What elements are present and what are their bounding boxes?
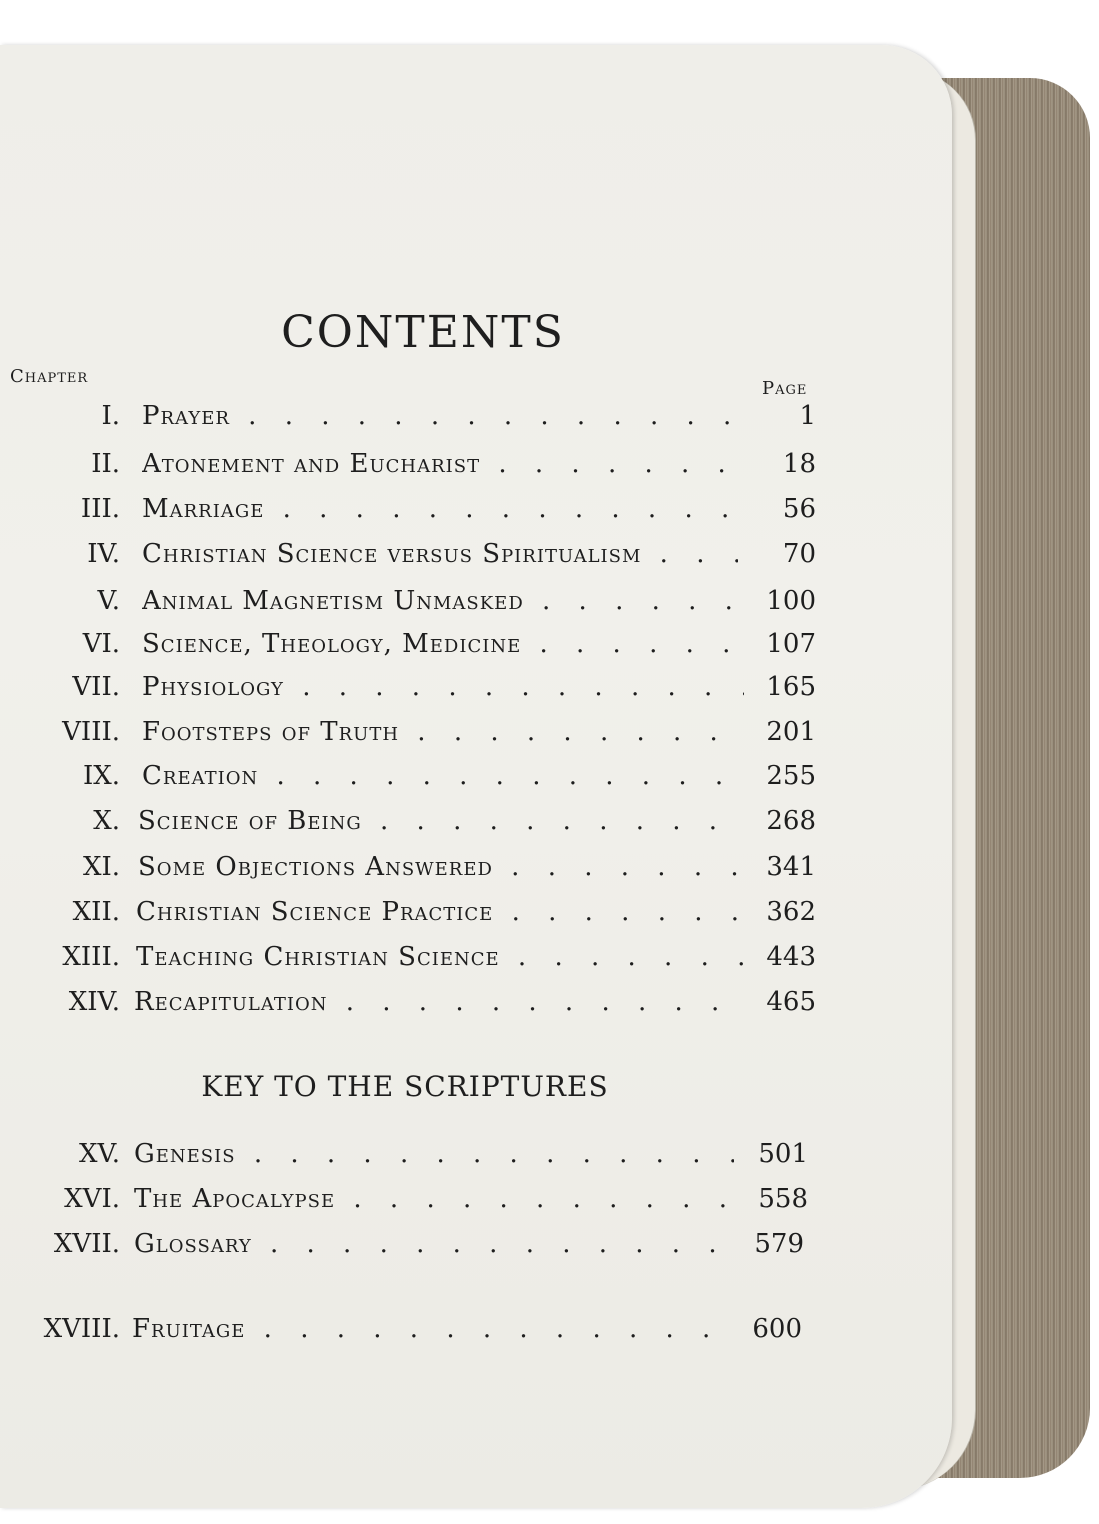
chapter-page: 579 <box>754 1229 804 1259</box>
chapter-page: 600 <box>752 1314 802 1344</box>
toc-entry <box>0 757 830 795</box>
toc-entry <box>0 848 830 886</box>
chapter-title: Christian Science versus Spiritualism . . . <box>142 535 738 573</box>
chapter-title: Genesis . . . <box>134 1135 734 1173</box>
toc-entry <box>0 668 830 706</box>
chapter-page: 100 <box>766 586 816 616</box>
chapter-page: 70 <box>782 539 816 569</box>
chapter-number: IV. <box>87 539 120 569</box>
toc-entry <box>0 802 830 840</box>
toc-entry <box>0 490 830 528</box>
toc-entry <box>0 713 830 751</box>
toc-entry <box>0 1310 830 1348</box>
chapter-page: 341 <box>766 852 816 882</box>
toc-entry <box>0 983 830 1021</box>
chapter-page: 255 <box>766 761 816 791</box>
toc-entry <box>0 397 830 435</box>
chapter-title: Footsteps of Truth . . . <box>142 713 744 751</box>
chapter-number: VII. <box>72 672 120 702</box>
toc-entry <box>0 1180 830 1218</box>
toc-entry <box>0 938 830 976</box>
toc-entry <box>0 1225 830 1263</box>
chapter-title: Marriage . . . <box>142 490 744 528</box>
chapter-page: 501 <box>758 1139 808 1169</box>
contents-heading: CONTENTS <box>281 307 565 358</box>
chapter-page: 1 <box>799 401 816 431</box>
chapter-number: VIII. <box>62 717 120 747</box>
chapter-number: IX. <box>82 761 120 791</box>
chapter-page: 268 <box>766 806 816 836</box>
chapter-title: Animal Magnetism Unmasked . . . <box>142 582 744 620</box>
chapter-number: X. <box>93 806 120 836</box>
key-to-scriptures-heading: KEY TO THE SCRIPTURES <box>201 1070 609 1103</box>
chapter-title: Teaching Christian Science . . . <box>136 938 744 976</box>
chapter-title: Christian Science Practice . . . <box>136 893 744 931</box>
toc-entry <box>0 893 830 931</box>
toc-entry <box>0 535 830 573</box>
chapter-number: I. <box>101 401 120 431</box>
chapter-number: XIV. <box>68 987 120 1017</box>
toc-entry <box>0 582 830 620</box>
chapter-title: Prayer . . . <box>142 397 744 435</box>
toc-entry <box>0 1135 830 1173</box>
chapter-title: Creation . . . <box>142 757 744 795</box>
chapter-number: III. <box>80 494 120 524</box>
toc-entry <box>0 445 830 483</box>
toc-entry <box>0 625 830 663</box>
chapter-page: 165 <box>766 672 816 702</box>
page-column-label: Page <box>762 378 808 399</box>
chapter-title: Science of Being . . . <box>138 802 744 840</box>
chapter-column-label: Chapter <box>10 366 89 387</box>
chapter-number: XI. <box>82 852 120 882</box>
chapter-page: 107 <box>766 629 816 659</box>
chapter-number: XV. <box>78 1139 120 1169</box>
chapter-title: Science, Theology, Medicine . . . <box>142 625 744 663</box>
chapter-page: 465 <box>766 987 816 1017</box>
chapter-number: VI. <box>82 629 120 659</box>
chapter-title: Glossary . . . <box>134 1225 734 1263</box>
chapter-title: The Apocalypse . . . <box>134 1180 734 1218</box>
chapter-number: XIII. <box>62 942 120 972</box>
chapter-page: 56 <box>782 494 816 524</box>
chapter-number: XVII. <box>53 1229 120 1259</box>
chapter-title: Physiology . . . <box>142 668 744 706</box>
chapter-number: XVIII. <box>43 1314 120 1344</box>
chapter-title: Atonement and Eucharist . . . <box>142 445 744 483</box>
chapter-title: Recapitulation . . . <box>134 983 744 1021</box>
chapter-page: 18 <box>782 449 816 479</box>
chapter-page: 201 <box>766 717 816 747</box>
chapter-number: V. <box>97 586 120 616</box>
chapter-page: 443 <box>766 942 816 972</box>
chapter-page: 558 <box>758 1184 808 1214</box>
chapter-number: XVI. <box>64 1184 120 1214</box>
chapter-page: 362 <box>766 897 816 927</box>
chapter-number: II. <box>91 449 120 479</box>
chapter-title: Some Objections Answered . . . <box>138 848 744 886</box>
chapter-number: XII. <box>72 897 120 927</box>
chapter-title: Fruitage . . . <box>132 1310 730 1348</box>
